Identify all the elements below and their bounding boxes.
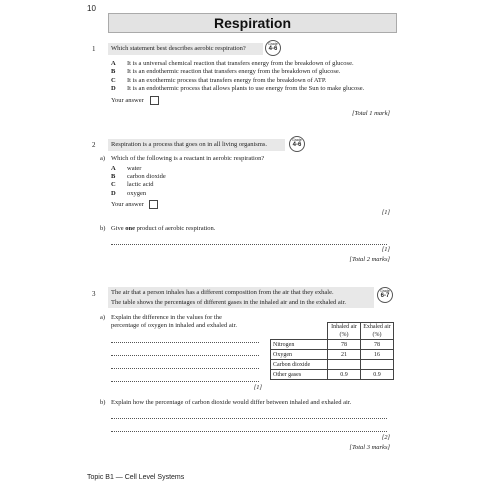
table-row [271, 350, 394, 360]
table-cell-exhaled: 0.9 [361, 370, 394, 380]
table-row [271, 370, 394, 380]
question-3-line-1: The air that a person inhales has a different composition from the air that they exhale. [111, 289, 334, 296]
table-header-inhaled: Inhaled air (%) [328, 323, 361, 340]
table-header-row [271, 323, 394, 340]
question-number-3: 3 [92, 290, 96, 298]
q1-option-text-d: It is an endothermic process that allows plants to use energy from the Sun to make glucose. [127, 85, 365, 92]
q2b-question: Give one product of aerobic respiration. [111, 225, 216, 232]
q3b-mark: [2] [381, 434, 390, 441]
question-3-prompt [108, 287, 374, 308]
table-cell-gas: Other gases [271, 370, 328, 380]
table-cell-inhaled [328, 360, 361, 370]
q1-option-letter-c: C [111, 77, 116, 84]
footer-topic: Topic B1 — Cell Level Systems [87, 474, 185, 481]
table-cell-gas: Oxygen [271, 350, 328, 360]
q3b-answer-line-1[interactable] [111, 418, 387, 419]
question-number-1: 1 [92, 45, 96, 53]
q2b-mark: [1] [381, 246, 390, 253]
q2a-mark: [1] [381, 209, 390, 216]
q3a-label: a) [100, 314, 106, 321]
table-cell-inhaled: 21 [328, 350, 361, 360]
table-cell-inhaled: 0.9 [328, 370, 361, 380]
q2a-question: Which of the following is a reactant in aerobic respiration? [111, 155, 265, 162]
table-cell-exhaled: 78 [361, 340, 394, 350]
q1-option-letter-b: B [111, 68, 116, 75]
q1-total-marks: [Total 1 mark] [351, 110, 390, 117]
q2a-option-text-a: water [127, 165, 142, 172]
q2a-option-letter-b: B [111, 173, 116, 180]
page-number: 10 [87, 4, 96, 13]
q3a-question-line-2: percentage of oxygen in inhaled and exhaled air. [111, 322, 237, 329]
q2b-label: b) [100, 225, 106, 232]
table-cell-exhaled [361, 360, 394, 370]
table-row [271, 360, 394, 370]
q2a-label: a) [100, 155, 106, 162]
q2a-option-letter-c: C [111, 181, 116, 188]
grade-badge-q3: Grade 6-7 [377, 287, 393, 303]
q3-total-marks: [Total 3 marks] [349, 444, 390, 451]
question-2-prompt: Respiration is a process that goes on in all living organisms. [108, 139, 285, 151]
q3a-question-line-1: Explain the difference in the values for the [111, 314, 222, 321]
question-number-2: 2 [92, 141, 96, 149]
table-cell-inhaled: 78 [328, 340, 361, 350]
grade-badge-q2: Grade 4-6 [289, 136, 305, 152]
q2-total-marks: [Total 2 marks] [349, 256, 390, 263]
q3b-label: b) [100, 399, 106, 406]
table-header-exhaled: Exhaled air (%) [361, 323, 394, 340]
question-1-prompt: Which statement best describes aerobic respiration? [108, 43, 263, 55]
table-cell-gas: Carbon dioxide [271, 360, 328, 370]
table-cell-exhaled: 16 [361, 350, 394, 360]
q3a-mark: [1] [253, 384, 262, 391]
table-cell-gas: Nitrogen [271, 340, 328, 350]
q3b-answer-line-2[interactable] [111, 431, 387, 432]
gas-composition-table [270, 322, 394, 380]
q3a-answer-line-1[interactable] [111, 342, 259, 343]
page-title: Respiration [213, 15, 291, 31]
q3b-question: Explain how the percentage of carbon dioxide would differ between inhaled and exhaled air. [111, 399, 352, 406]
q3a-answer-line-3[interactable] [111, 368, 259, 369]
q1-option-letter-a: A [111, 60, 116, 67]
question-3-line-2: The table shows the percentages of different gases in the inhaled air and in the exhaled air. [111, 299, 347, 306]
q2a-option-text-b: carbon dioxide [127, 173, 166, 180]
q1-option-text-a: It is a universal chemical reaction that transfers energy from the breakdown of glucose. [127, 60, 354, 67]
q2a-option-letter-d: D [111, 190, 116, 197]
q1-option-letter-d: D [111, 85, 116, 92]
grade-badge-q1: Grade 4-6 [265, 40, 281, 56]
q3a-answer-line-4[interactable] [111, 381, 259, 382]
q3a-answer-line-2[interactable] [111, 355, 259, 356]
q2a-answer-box[interactable] [149, 200, 158, 209]
q2a-option-text-d: oxygen [127, 190, 147, 197]
q2a-option-text-c: lactic acid [127, 181, 154, 188]
q2a-option-letter-a: A [111, 165, 116, 172]
q1-option-text-b: It is an endothermic reaction that transfers energy from the breakdown of glucose. [127, 68, 341, 75]
table-row [271, 340, 394, 350]
q2b-answer-line[interactable] [111, 244, 387, 245]
q1-answer-label: Your answer [111, 97, 144, 104]
q2a-answer-label: Your answer [111, 201, 144, 208]
q1-answer-box[interactable] [150, 96, 159, 105]
q1-option-text-c: It is an exothermic process that transfers energy from the breakdown of ATP. [127, 77, 327, 84]
